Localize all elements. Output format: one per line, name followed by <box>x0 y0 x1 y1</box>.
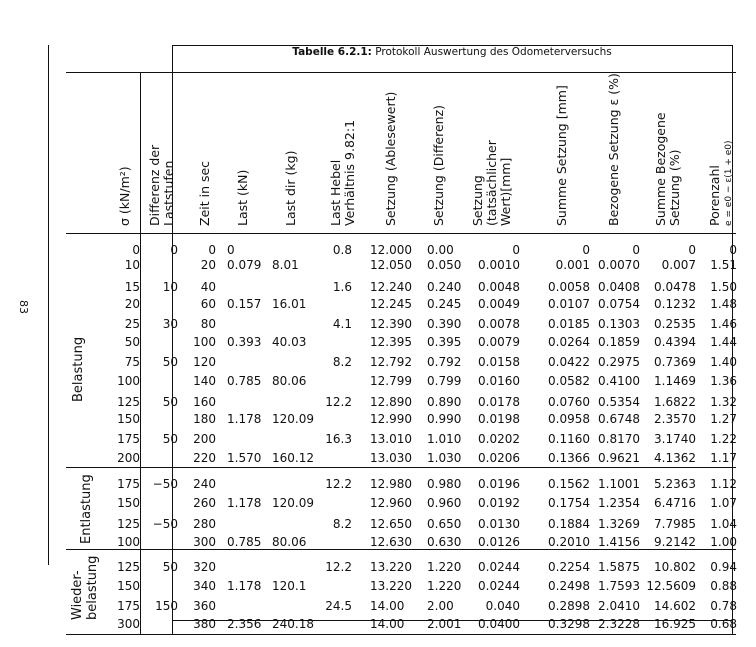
ablesewert-cell: 12.240 <box>370 280 412 294</box>
ablesewert-cell: 13.010 <box>370 432 412 446</box>
zeit-cell: 0 <box>208 243 216 257</box>
differenz-setzung-cell: 0.00 <box>427 243 454 257</box>
summe-setzung-cell: 0.0760 <box>548 395 590 409</box>
table-row <box>0 517 756 532</box>
header-differenz: Setzung (Differenz) <box>431 104 446 226</box>
bezogene-setzung-cell: 0.4100 <box>598 374 640 388</box>
table-row <box>0 599 756 614</box>
bezogene-setzung-cell: 0.2975 <box>598 355 640 369</box>
bezogene-setzung-cell: 0.6748 <box>598 412 640 426</box>
summe-setzung-cell: 0.1562 <box>548 477 590 491</box>
porenzahl-cell: 1.00 <box>710 535 737 549</box>
ablesewert-cell: 13.220 <box>370 560 412 574</box>
header-differenz-2: Laststufen <box>161 160 176 226</box>
sigma-cell: 150 <box>117 412 140 426</box>
zeit-cell: 360 <box>193 599 216 613</box>
zeit-cell: 220 <box>193 451 216 465</box>
summe-setzung-cell: 0 <box>582 243 590 257</box>
summe-bezogene-cell: 4.1362 <box>654 451 696 465</box>
table-row <box>0 617 756 632</box>
header-tatsaechlich-2: (tatsächlicher <box>484 140 499 226</box>
porenzahl-cell: 0.94 <box>710 560 737 574</box>
ablesewert-cell: 12.245 <box>370 297 412 311</box>
zeit-cell: 60 <box>200 297 216 311</box>
ablesewert-cell: 14.00 <box>370 617 405 631</box>
summe-setzung-cell: 0.2010 <box>548 535 590 549</box>
group-rule-1 <box>66 467 736 468</box>
tatsaechlich-cell: 0.0196 <box>478 477 520 491</box>
header-tatsaechlich-1: Setzung <box>470 175 485 226</box>
summe-setzung-cell: 0.2498 <box>548 579 590 593</box>
group-entlastung: Entlastung <box>79 474 94 544</box>
last-cell: 2.356 <box>227 617 262 631</box>
differenz-setzung-cell: 1.030 <box>427 451 462 465</box>
header-tatsaechlich-3: Wert)[mm] <box>498 157 513 226</box>
summe-setzung-cell: 0.3298 <box>548 617 590 631</box>
lastdir-cell: 40.03 <box>272 335 307 349</box>
sigma-cell: 150 <box>117 496 140 510</box>
hebel-cell: 0.8 <box>332 243 352 257</box>
header-bottom-rule <box>66 233 736 234</box>
tatsaechlich-cell: 0.0244 <box>478 560 520 574</box>
bezogene-setzung-cell: 0.0754 <box>598 297 640 311</box>
zeit-cell: 280 <box>193 517 216 531</box>
zeit-cell: 100 <box>193 335 216 349</box>
hebel-cell: 8.2 <box>332 355 352 369</box>
header-bezogene-setzung: Bezogene Setzung ε (%) <box>606 73 621 226</box>
header-summe-bezogene-1: Summe Bezogene <box>653 112 668 226</box>
lastdir-cell: 240.18 <box>272 617 314 631</box>
sigma-cell: 15 <box>124 280 140 294</box>
last-cell: 1.570 <box>227 451 262 465</box>
differenz-cell: −50 <box>152 517 178 531</box>
summe-bezogene-cell: 3.1740 <box>654 432 696 446</box>
sigma-cell: 75 <box>124 355 140 369</box>
differenz-cell: 30 <box>162 317 178 331</box>
bezogene-setzung-cell: 0.0070 <box>598 258 640 272</box>
summe-setzung-cell: 0.0107 <box>548 297 590 311</box>
ablesewert-cell: 12.792 <box>370 355 412 369</box>
table-row <box>0 560 756 575</box>
zeit-cell: 140 <box>193 374 216 388</box>
summe-bezogene-cell: 0 <box>688 243 696 257</box>
zeit-cell: 380 <box>193 617 216 631</box>
tatsaechlich-cell: 0.0126 <box>478 535 520 549</box>
porenzahl-cell: 0.88 <box>710 579 737 593</box>
bezogene-setzung-cell: 1.3269 <box>598 517 640 531</box>
porenzahl-cell: 1.51 <box>710 258 737 272</box>
ablesewert-cell: 13.030 <box>370 451 412 465</box>
bezogene-setzung-cell: 0.1303 <box>598 317 640 331</box>
hebel-cell: 12.2 <box>325 560 352 574</box>
sigma-cell: 125 <box>117 560 140 574</box>
sigma-cell: 0 <box>132 243 140 257</box>
ablesewert-cell: 13.220 <box>370 579 412 593</box>
sigma-cell: 100 <box>117 374 140 388</box>
tatsaechlich-cell: 0 <box>512 243 520 257</box>
table-row <box>0 535 756 550</box>
bezogene-setzung-cell: 1.2354 <box>598 496 640 510</box>
summe-setzung-cell: 0.0422 <box>548 355 590 369</box>
zeit-cell: 200 <box>193 432 216 446</box>
ablesewert-cell: 12.050 <box>370 258 412 272</box>
summe-bezogene-cell: 1.1469 <box>654 374 696 388</box>
group-belastung: Belastung <box>71 336 86 402</box>
ablesewert-cell: 12.960 <box>370 496 412 510</box>
page-number: 83 <box>17 300 30 314</box>
summe-bezogene-cell: 0.4394 <box>654 335 696 349</box>
hebel-cell: 12.2 <box>325 477 352 491</box>
table-row <box>0 258 756 273</box>
porenzahl-cell: 1.12 <box>710 477 737 491</box>
header-summe-bezogene-2: Setzung (%) <box>667 149 682 226</box>
summe-bezogene-cell: 9.2142 <box>654 535 696 549</box>
sigma-cell: 200 <box>117 451 140 465</box>
porenzahl-cell: 1.44 <box>710 335 737 349</box>
bezogene-setzung-cell: 1.7593 <box>598 579 640 593</box>
header-top-rule <box>66 72 736 73</box>
bezogene-setzung-cell: 0.9621 <box>598 451 640 465</box>
hebel-cell: 16.3 <box>325 432 352 446</box>
lastdir-cell: 160.12 <box>272 451 314 465</box>
ablesewert-cell: 12.395 <box>370 335 412 349</box>
bezogene-setzung-cell: 1.1001 <box>598 477 640 491</box>
last-cell: 1.178 <box>227 496 262 510</box>
table-title <box>172 46 732 58</box>
differenz-setzung-cell: 0.630 <box>427 535 462 549</box>
porenzahl-cell: 1.40 <box>710 355 737 369</box>
last-cell: 1.178 <box>227 412 262 426</box>
ablesewert-cell: 14.00 <box>370 599 405 613</box>
sigma-cell: 300 <box>117 617 140 631</box>
summe-setzung-cell: 0.0185 <box>548 317 590 331</box>
differenz-setzung-cell: 2.001 <box>427 617 462 631</box>
ablesewert-cell: 12.990 <box>370 412 412 426</box>
porenzahl-cell: 1.17 <box>710 451 737 465</box>
summe-bezogene-cell: 0.2535 <box>654 317 696 331</box>
differenz-setzung-cell: 1.220 <box>427 560 462 574</box>
differenz-setzung-cell: 0.395 <box>427 335 462 349</box>
table-row <box>0 335 756 350</box>
summe-bezogene-cell: 12.5609 <box>646 579 696 593</box>
lastdir-cell: 80.06 <box>272 374 307 388</box>
summe-bezogene-cell: 7.7985 <box>654 517 696 531</box>
zeit-cell: 80 <box>200 317 216 331</box>
summe-bezogene-cell: 10.802 <box>654 560 696 574</box>
sigma-cell: 125 <box>117 395 140 409</box>
differenz-cell: −50 <box>152 477 178 491</box>
header-hebel-2: Verhältnis 9.82:1 <box>342 119 357 226</box>
summe-bezogene-cell: 0.7369 <box>654 355 696 369</box>
summe-bezogene-cell: 1.6822 <box>654 395 696 409</box>
porenzahl-cell: 0.68 <box>710 617 737 631</box>
last-cell: 0.079 <box>227 258 262 272</box>
zeit-cell: 180 <box>193 412 216 426</box>
differenz-setzung-cell: 0.799 <box>427 374 462 388</box>
header-zeit: Zeit in sec <box>197 160 212 226</box>
lastdir-cell: 120.1 <box>272 579 307 593</box>
differenz-cell: 10 <box>162 280 178 294</box>
sigma-cell: 125 <box>117 517 140 531</box>
bezogene-setzung-cell: 1.5875 <box>598 560 640 574</box>
porenzahl-cell: 1.48 <box>710 297 737 311</box>
tatsaechlich-cell: 0.0010 <box>478 258 520 272</box>
tatsaechlich-cell: 0.0130 <box>478 517 520 531</box>
summe-bezogene-cell: 0.1232 <box>654 297 696 311</box>
differenz-setzung-cell: 0.390 <box>427 317 462 331</box>
zeit-cell: 340 <box>193 579 216 593</box>
summe-setzung-cell: 0.1160 <box>548 432 590 446</box>
summe-setzung-cell: 0.1884 <box>548 517 590 531</box>
tatsaechlich-cell: 0.0048 <box>478 280 520 294</box>
zeit-cell: 160 <box>193 395 216 409</box>
summe-bezogene-cell: 0.0478 <box>654 280 696 294</box>
ablesewert-cell: 12.799 <box>370 374 412 388</box>
ablesewert-cell: 12.890 <box>370 395 412 409</box>
table-bottom-rule <box>66 634 736 635</box>
lastdir-cell: 8.01 <box>272 258 299 272</box>
tatsaechlich-cell: 0.0400 <box>478 617 520 631</box>
table-row <box>0 317 756 332</box>
sigma-cell: 20 <box>124 297 140 311</box>
differenz-setzung-cell: 0.792 <box>427 355 462 369</box>
sigma-cell: 175 <box>117 432 140 446</box>
tatsaechlich-cell: 0.0244 <box>478 579 520 593</box>
zeit-cell: 20 <box>200 258 216 272</box>
last-cell: 0.785 <box>227 374 262 388</box>
differenz-cell: 50 <box>162 395 178 409</box>
sigma-cell: 150 <box>117 579 140 593</box>
summe-bezogene-cell: 14.602 <box>654 599 696 613</box>
table-title-text: Protokoll Auswertung des Ödometerversuchs <box>371 46 612 58</box>
table-row <box>0 579 756 594</box>
summe-setzung-cell: 0.1754 <box>548 496 590 510</box>
table-row <box>0 355 756 370</box>
porenzahl-cell: 0.78 <box>710 599 737 613</box>
porenzahl-cell: 1.50 <box>710 280 737 294</box>
tatsaechlich-cell: 0.0198 <box>478 412 520 426</box>
hebel-cell: 4.1 <box>332 317 352 331</box>
bezogene-setzung-cell: 0.0408 <box>598 280 640 294</box>
bezogene-setzung-cell: 2.3228 <box>598 617 640 631</box>
zeit-cell: 320 <box>193 560 216 574</box>
header-porenzahl-formula: e = e0 − ε(1 + e0) <box>724 140 734 226</box>
summe-bezogene-cell: 5.2363 <box>654 477 696 491</box>
tatsaechlich-cell: 0.0202 <box>478 432 520 446</box>
differenz-setzung-cell: 0.890 <box>427 395 462 409</box>
tatsaechlich-cell: 0.0160 <box>478 374 520 388</box>
summe-bezogene-cell: 2.3570 <box>654 412 696 426</box>
lastdir-cell: 80.06 <box>272 535 307 549</box>
tatsaechlich-cell: 0.0079 <box>478 335 520 349</box>
sigma-cell: 175 <box>117 477 140 491</box>
porenzahl-cell: 1.36 <box>710 374 737 388</box>
differenz-setzung-cell: 0.650 <box>427 517 462 531</box>
sigma-cell: 25 <box>124 317 140 331</box>
porenzahl-cell: 1.07 <box>710 496 737 510</box>
last-cell: 0.393 <box>227 335 262 349</box>
tatsaechlich-cell: 0.0078 <box>478 317 520 331</box>
summe-setzung-cell: 0.0058 <box>548 280 590 294</box>
differenz-cell: 150 <box>155 599 178 613</box>
summe-bezogene-cell: 0.007 <box>661 258 696 272</box>
table-row <box>0 395 756 410</box>
table-row <box>0 432 756 447</box>
table-row <box>0 374 756 389</box>
differenz-setzung-cell: 0.050 <box>427 258 462 272</box>
table-row <box>0 280 756 295</box>
summe-setzung-cell: 0.2898 <box>548 599 590 613</box>
header-porenzahl-1: Porenzahl <box>707 165 722 226</box>
hebel-cell: 8.2 <box>332 517 352 531</box>
bezogene-setzung-cell: 0.5354 <box>598 395 640 409</box>
differenz-cell: 50 <box>162 560 178 574</box>
last-cell: 0.157 <box>227 297 262 311</box>
ablesewert-cell: 12.650 <box>370 517 412 531</box>
lastdir-cell: 120.09 <box>272 496 314 510</box>
header-summe-setzung: Summe Setzung [mm] <box>554 85 569 226</box>
tatsaechlich-cell: 0.0192 <box>478 496 520 510</box>
summe-bezogene-cell: 16.925 <box>654 617 696 631</box>
table-row <box>0 496 756 511</box>
differenz-setzung-cell: 0.240 <box>427 280 462 294</box>
lastdir-cell: 120.09 <box>272 412 314 426</box>
table-title-label: Tabelle 6.2.1: <box>292 46 372 58</box>
porenzahl-cell: 0 <box>729 243 737 257</box>
ablesewert-cell: 12.000 <box>370 243 412 257</box>
tatsaechlich-cell: 0.040 <box>485 599 520 613</box>
summe-setzung-cell: 0.1366 <box>548 451 590 465</box>
porenzahl-cell: 1.27 <box>710 412 737 426</box>
ablesewert-cell: 12.980 <box>370 477 412 491</box>
bezogene-setzung-cell: 0 <box>632 243 640 257</box>
last-cell: 0.785 <box>227 535 262 549</box>
summe-setzung-cell: 0.0264 <box>548 335 590 349</box>
ablesewert-cell: 12.390 <box>370 317 412 331</box>
table-row <box>0 451 756 466</box>
ablesewert-cell: 12.630 <box>370 535 412 549</box>
differenz-setzung-cell: 0.245 <box>427 297 462 311</box>
header-differenz-1: Differenz der <box>147 144 162 226</box>
header-hebel-1: Last Hebel <box>328 159 343 226</box>
tatsaechlich-cell: 0.0158 <box>478 355 520 369</box>
porenzahl-cell: 1.22 <box>710 432 737 446</box>
lastdir-cell: 16.01 <box>272 297 307 311</box>
table-row <box>0 477 756 492</box>
differenz-cell: 50 <box>162 432 178 446</box>
differenz-setzung-cell: 2.00 <box>427 599 454 613</box>
bezogene-setzung-cell: 0.8170 <box>598 432 640 446</box>
last-cell: 1.178 <box>227 579 262 593</box>
differenz-setzung-cell: 1.220 <box>427 579 462 593</box>
summe-setzung-cell: 0.0582 <box>548 374 590 388</box>
tatsaechlich-cell: 0.0206 <box>478 451 520 465</box>
summe-setzung-cell: 0.2254 <box>548 560 590 574</box>
differenz-setzung-cell: 0.980 <box>427 477 462 491</box>
sigma-cell: 50 <box>124 335 140 349</box>
sigma-cell: 175 <box>117 599 140 613</box>
porenzahl-cell: 1.46 <box>710 317 737 331</box>
zeit-cell: 260 <box>193 496 216 510</box>
table-row <box>0 297 756 312</box>
group-wiederbelastung-2: belastung <box>85 555 100 620</box>
bezogene-setzung-cell: 2.0410 <box>598 599 640 613</box>
sigma-cell: 10 <box>124 258 140 272</box>
porenzahl-cell: 1.32 <box>710 395 737 409</box>
differenz-cell: 50 <box>162 355 178 369</box>
porenzahl-cell: 1.04 <box>710 517 737 531</box>
differenz-setzung-cell: 0.990 <box>427 412 462 426</box>
differenz-cell: 0 <box>170 243 178 257</box>
header-ablesewert: Setzung (Ablesewert) <box>383 91 398 226</box>
hebel-cell: 1.6 <box>332 280 352 294</box>
bezogene-setzung-cell: 0.1859 <box>598 335 640 349</box>
bezogene-setzung-cell: 1.4156 <box>598 535 640 549</box>
header-last: Last (kN) <box>235 169 250 226</box>
summe-setzung-cell: 0.001 <box>555 258 590 272</box>
table-row <box>0 243 756 258</box>
sigma-cell: 100 <box>117 535 140 549</box>
header-lastdir: Last dir (kg) <box>283 150 298 226</box>
differenz-setzung-cell: 1.010 <box>427 432 462 446</box>
zeit-cell: 240 <box>193 477 216 491</box>
zeit-cell: 40 <box>200 280 216 294</box>
last-cell: 0 <box>227 243 235 257</box>
summe-bezogene-cell: 6.4716 <box>654 496 696 510</box>
table-row <box>0 412 756 427</box>
zeit-cell: 300 <box>193 535 216 549</box>
group-wiederbelastung-1: Wieder- <box>70 570 85 620</box>
hebel-cell: 24.5 <box>325 599 352 613</box>
differenz-setzung-cell: 0.960 <box>427 496 462 510</box>
tatsaechlich-cell: 0.0049 <box>478 297 520 311</box>
hebel-cell: 12.2 <box>325 395 352 409</box>
zeit-cell: 120 <box>193 355 216 369</box>
summe-setzung-cell: 0.0958 <box>548 412 590 426</box>
header-sigma: σ (kN/m²) <box>117 166 132 226</box>
tatsaechlich-cell: 0.0178 <box>478 395 520 409</box>
